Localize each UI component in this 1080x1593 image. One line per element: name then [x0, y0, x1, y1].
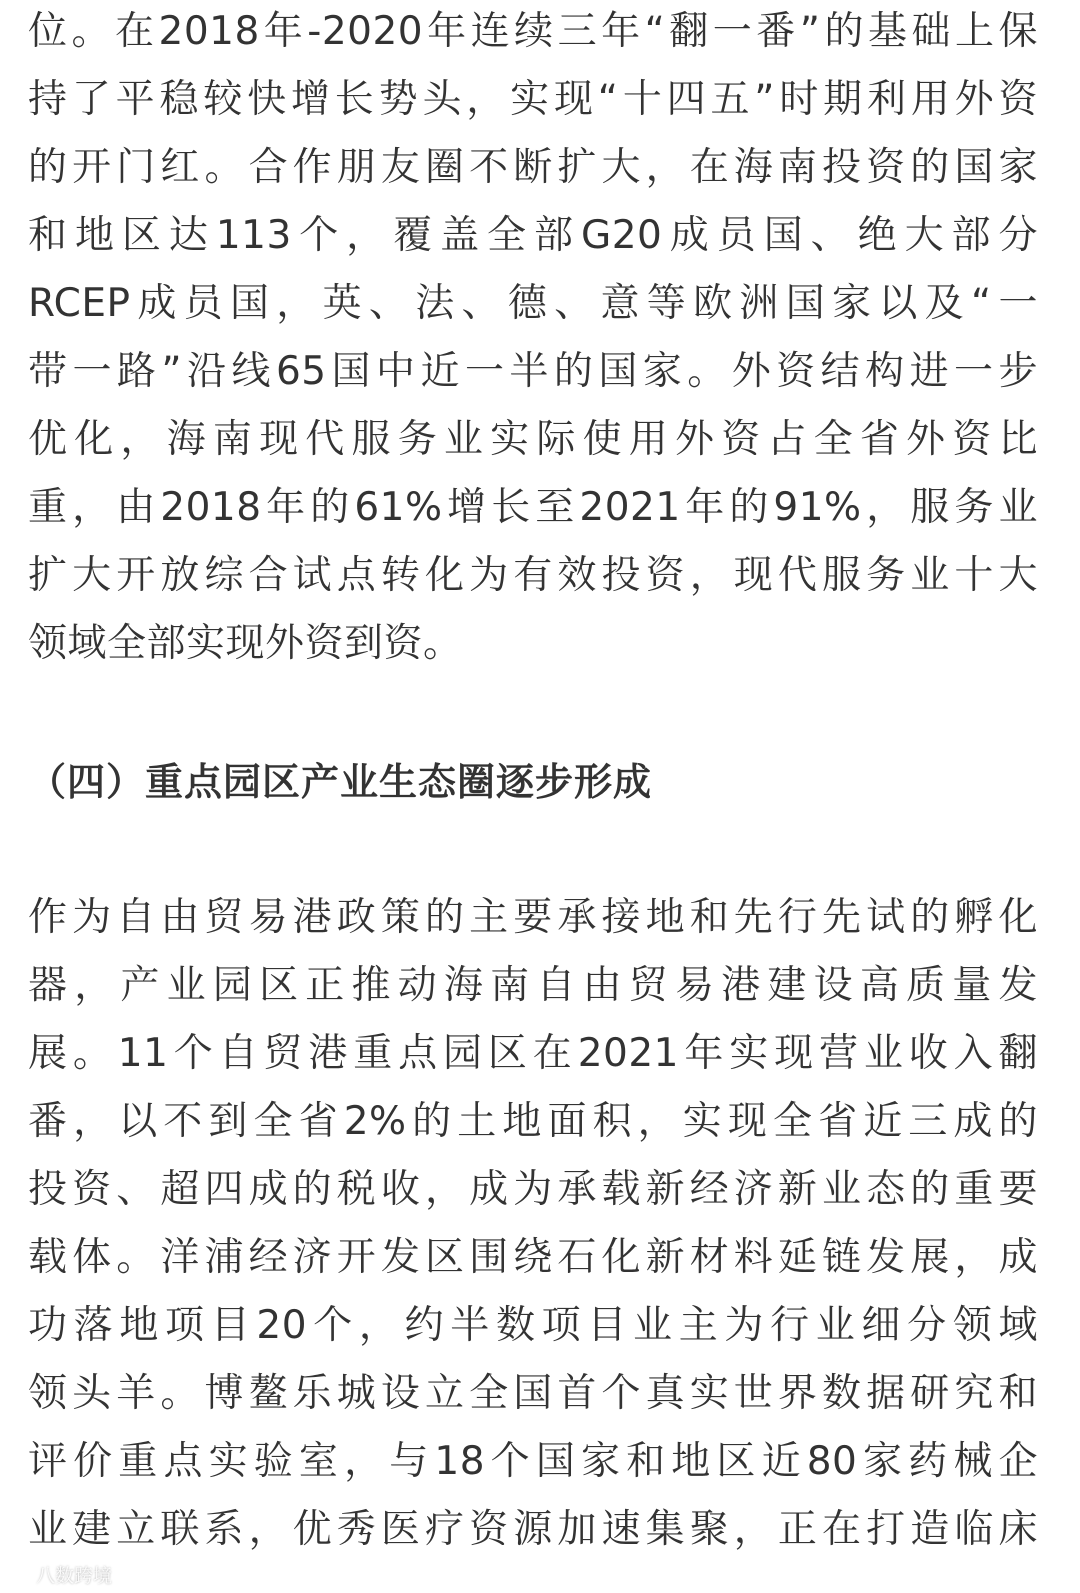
section-heading: （四）重点园区产业生态圈逐步形成: [28, 760, 653, 804]
paragraph-industrial-parks: [28, 884, 1038, 1564]
weibo-like-logo-icon: [8, 1562, 32, 1586]
paragraph-line: 评价重点实验室，与18个国家和地区近80家药械企: [28, 1439, 1038, 1484]
paragraph-line: 重，由2018年的61%增长至2021年的91%，服务业: [28, 485, 1038, 530]
paragraph-line: 和地区达113个，覆盖全部G20成员国、绝大部分: [28, 213, 1038, 258]
watermark: [8, 1560, 112, 1588]
paragraph-line: 展。11个自贸港重点园区在2021年实现营业收入翻: [28, 1031, 1038, 1076]
paragraph-line: 功落地项目20个，约半数项目业主为行业细分领域: [28, 1303, 1038, 1348]
paragraph-line: 番，以不到全省2%的土地面积，实现全省近三成的: [28, 1099, 1038, 1144]
paragraph-line: 载体。洋浦经济开发区围绕石化新材料延链发展，成: [28, 1235, 1038, 1280]
paragraph-line: RCEP成员国，英、法、德、意等欧洲国家以及“一: [28, 281, 1038, 326]
paragraph-line: 作为自由贸易港政策的主要承接地和先行先试的孵化: [28, 895, 1038, 940]
paragraph-line: 器，产业园区正推动海南自由贸易港建设高质量发: [28, 963, 1038, 1008]
paragraph-line: 领域全部实现外资到资。: [28, 621, 463, 666]
paragraph-line: 带一路”沿线65国中近一半的国家。外资结构进一步: [28, 349, 1038, 394]
paragraph-line: 持了平稳较快增长势头，实现“十四五”时期利用外资: [28, 77, 1038, 122]
watermark-text: 八数跨境: [36, 1564, 113, 1587]
paragraph-line: 位。在2018年-2020年连续三年“翻一番”的基础上保: [28, 9, 1038, 54]
paragraph-line: 的开门红。合作朋友圈不断扩大，在海南投资的国家: [28, 145, 1038, 190]
paragraph-line: 优化，海南现代服务业实际使用外资占全省外资比: [28, 417, 1038, 462]
paragraph-line: 领头羊。博鳌乐城设立全国首个真实世界数据研究和: [28, 1371, 1038, 1416]
paragraph-line: 业建立联系，优秀医疗资源加速集聚，正在打造临床: [28, 1507, 1038, 1552]
paragraph-foreign-investment: [28, 0, 1038, 678]
paragraph-line: 投资、超四成的税收，成为承载新经济新业态的重要: [28, 1167, 1038, 1212]
paragraph-line: 扩大开放综合试点转化为有效投资，现代服务业十大: [28, 553, 1038, 598]
